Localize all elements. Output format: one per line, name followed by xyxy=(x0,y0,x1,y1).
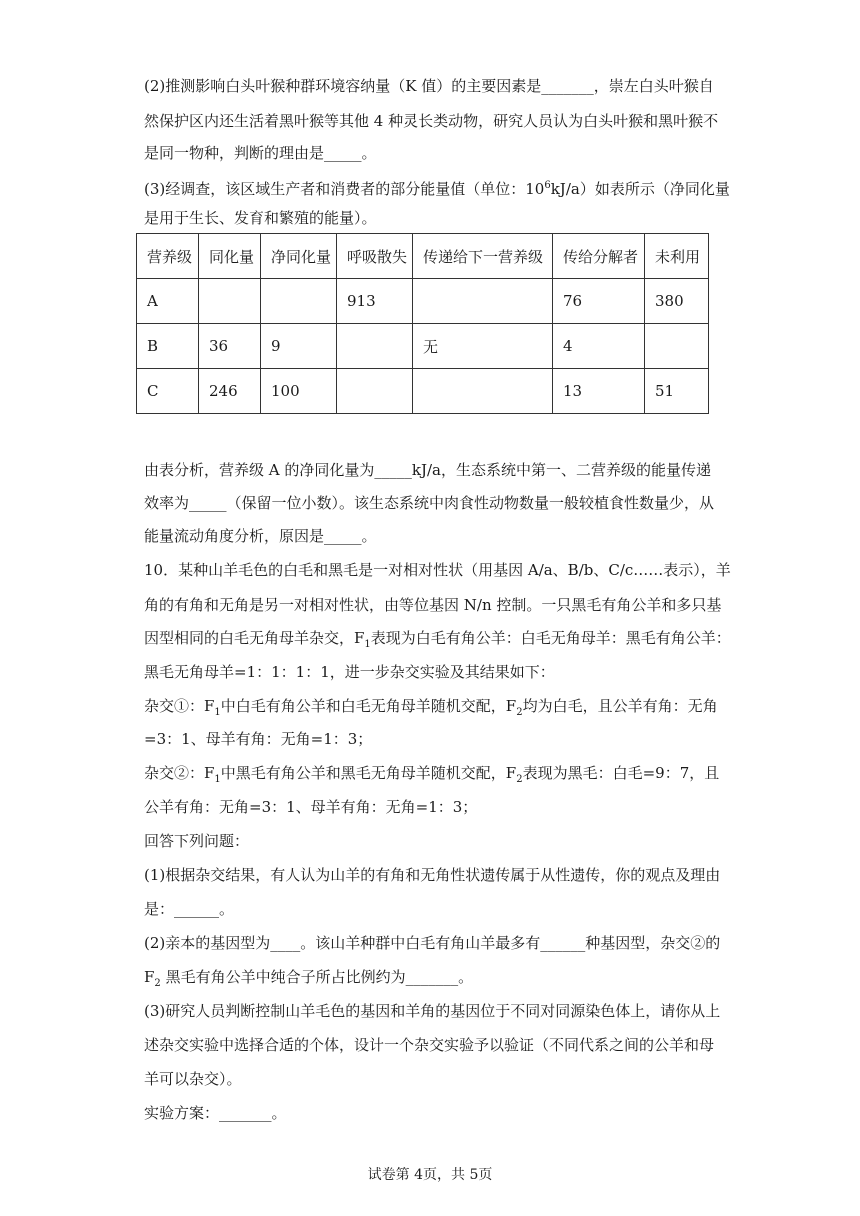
table-cell xyxy=(413,369,553,414)
table-cell: 4 xyxy=(553,324,645,369)
q9-part2-line3: 是同一物种，判断的理由是_____。 xyxy=(144,144,377,162)
q9-part3-text-b: kJ/a）如表所示（净同化量 xyxy=(550,180,730,198)
q10-sub2-line1: (2)亲本的基因型为____。该山羊种群中白毛有角山羊最多有______种基因型，杂交②的 xyxy=(144,934,721,952)
q10-sub3-line3: 羊可以杂交）。 xyxy=(144,1070,242,1088)
q9-part3-line2: 是用于生长、发育和繁殖的能量）。 xyxy=(144,209,377,227)
q10-line3-text-b: 表现为白毛有角公羊：白毛无角母羊：黑毛有角公羊： xyxy=(370,629,731,647)
q10-line1: 10．某种山羊毛色的白毛和黑毛是一对相对性状（用基因 A/a、B/b、C/c……表示），羊 xyxy=(144,561,731,579)
q9-part3-line1 xyxy=(144,176,730,199)
generation-subscript: 2 xyxy=(516,707,523,718)
table-row xyxy=(137,369,709,414)
table-header-cell: 传递给下一营养级 xyxy=(413,234,553,279)
cross1-text-a: 杂交①：F xyxy=(144,697,215,715)
table-cell xyxy=(261,279,337,324)
generation-subscript: 1 xyxy=(214,774,221,785)
table-cell: A xyxy=(137,279,199,324)
generation-subscript: 2 xyxy=(516,774,523,785)
table-header-cell: 呼吸散失 xyxy=(337,234,413,279)
cross2-line1 xyxy=(144,763,719,790)
table-cell: 380 xyxy=(645,279,709,324)
q10-sub2-line2 xyxy=(144,967,473,994)
q10-sub1-line1: (1)根据杂交结果，有人认为山羊的有角和无角性状遗传属于从性遗传，你的观点及理由 xyxy=(144,866,721,884)
table-header-cell: 传给分解者 xyxy=(553,234,645,279)
table-cell xyxy=(645,324,709,369)
table-cell: 36 xyxy=(199,324,261,369)
q10-sub1-line2: 是：______。 xyxy=(144,900,235,918)
answer-prompt: 回答下列问题： xyxy=(144,832,250,850)
table-cell xyxy=(413,279,553,324)
q9-part2-line2: 然保护区内还生活着黑叶猴等其他 4 种灵长类动物，研究人员认为白头叶猴和黑叶猴不 xyxy=(144,112,719,130)
q9-part3-text-a: (3)经调查，该区域生产者和消费者的部分能量值（单位：10 xyxy=(144,180,545,198)
generation-subscript: 2 xyxy=(154,978,161,989)
q10-sub3-line4: 实验方案：_______。 xyxy=(144,1104,287,1122)
table-cell: 100 xyxy=(261,369,337,414)
generation-subscript: 1 xyxy=(364,639,371,650)
cross1-text-c: 均为白毛，且公羊有角：无角 xyxy=(522,697,718,715)
cross1-line2: =3：1、母羊有角：无角=1：3； xyxy=(144,730,373,748)
cross1-text-b: 中白毛有角公羊和白毛无角母羊随机交配，F xyxy=(220,697,517,715)
cross2-line2: 公羊有角：无角=3：1、母羊有角：无角=1：3； xyxy=(144,798,478,816)
q10-sub3-line1: (3)研究人员判断控制山羊毛色的基因和羊角的基因位于不同对同源染色体上，请你从上 xyxy=(144,1002,721,1020)
q10-sub2-text-b: 黑毛有角公羊中纯合子所占比例约为_______。 xyxy=(160,968,474,986)
cross2-text-a: 杂交②：F xyxy=(144,764,215,782)
table-cell: 无 xyxy=(413,324,553,369)
q10-line4: 黑毛无角母羊=1：1：1：1，进一步杂交实验及其结果如下： xyxy=(144,663,555,681)
table-cell: 246 xyxy=(199,369,261,414)
table-cell xyxy=(337,369,413,414)
table-header-cell: 同化量 xyxy=(199,234,261,279)
unit-exponent: 6 xyxy=(544,180,551,191)
q10-line3 xyxy=(144,628,731,655)
table-header-row xyxy=(137,234,709,279)
page-footer: 试卷第 4页，共 5页 xyxy=(367,1167,493,1183)
table-cell: 9 xyxy=(261,324,337,369)
table-header-cell: 未利用 xyxy=(645,234,709,279)
q10-sub2-text-a: F xyxy=(144,968,155,986)
table-cell: 913 xyxy=(337,279,413,324)
table-row xyxy=(137,279,709,324)
table-cell: 13 xyxy=(553,369,645,414)
generation-subscript: 1 xyxy=(214,707,221,718)
q10-line2: 角的有角和无角是另一对相对性状，由等位基因 N/n 控制。一只黑毛有角公羊和多只基 xyxy=(144,596,722,614)
table-cell xyxy=(337,324,413,369)
cross2-text-b: 中黑毛有角公羊和黑毛无角母羊随机交配，F xyxy=(220,764,517,782)
cross2-text-c: 表现为黑毛：白毛=9：7，且 xyxy=(522,764,720,782)
q9-part2-line1: (2)推测影响白头叶猴种群环境容纳量（K 值）的主要因素是_______，崇左白头叶猴自 xyxy=(144,77,714,95)
table-cell: 76 xyxy=(553,279,645,324)
q9-analysis-line3: 能量流动角度分析，原因是_____。 xyxy=(144,527,377,545)
table-row xyxy=(137,324,709,369)
table-header-cell: 营养级 xyxy=(137,234,199,279)
energy-table xyxy=(136,233,709,414)
q9-analysis-line2: 效率为_____（保留一位小数）。该生态系统中肉食性动物数量一般较植食性数量少，从 xyxy=(144,494,715,512)
table-header-cell: 净同化量 xyxy=(261,234,337,279)
table-cell: 51 xyxy=(645,369,709,414)
cross1-line1 xyxy=(144,696,718,723)
q10-line3-text-a: 因型相同的白毛无角母羊杂交，F xyxy=(144,629,365,647)
table-cell: C xyxy=(137,369,199,414)
q9-analysis-line1: 由表分析，营养级 A 的净同化量为_____kJ/a，生态系统中第一、二营养级的能量传递 xyxy=(144,461,711,479)
q10-sub3-line2: 述杂交实验中选择合适的个体，设计一个杂交实验予以验证（不同代系之间的公羊和母 xyxy=(144,1036,715,1054)
table-cell: B xyxy=(137,324,199,369)
table-cell xyxy=(199,279,261,324)
